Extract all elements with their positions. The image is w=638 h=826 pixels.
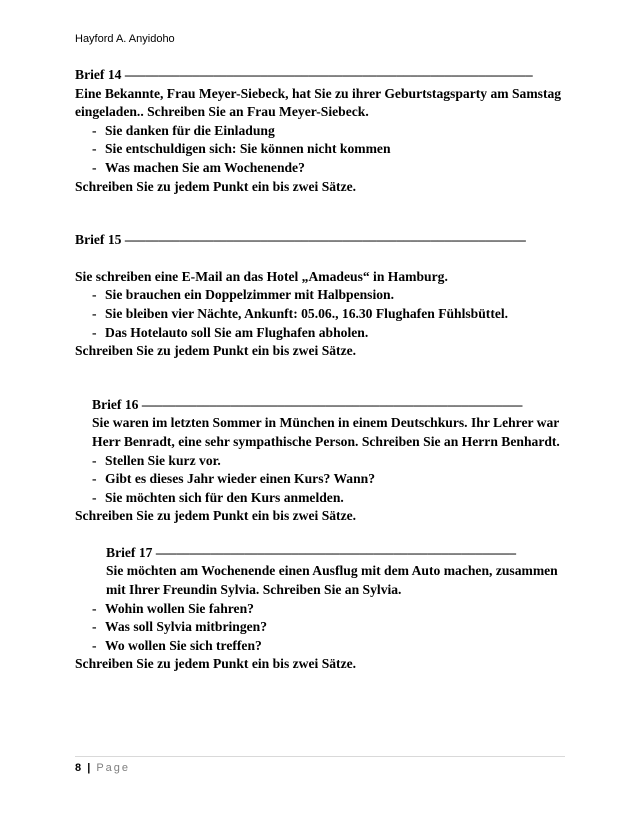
letter-closing: Schreiben Sie zu jedem Punkt ein bis zwei Sätze. [75, 656, 357, 672]
page-word: Page [96, 762, 131, 774]
footer-separator: | [87, 762, 91, 774]
list-item: - Was soll Sylvia mitbringen? [75, 618, 565, 637]
letter-17 [75, 544, 565, 674]
letter-intro: Sie waren im letzten Sommer in München in einem Deutschkurs. Ihr Lehrer war Herr Benradt, eine sehr sympathische Person. Schreiben Sie an Herrn Benhardt. [92, 415, 560, 449]
list-item: - Das Hotelauto soll Sie am Flughafen abholen. [75, 324, 565, 343]
letter-closing: Schreiben Sie zu jedem Punkt ein bis zwei Sätze. [75, 343, 357, 359]
document-body [75, 66, 565, 674]
letter-closing: Schreiben Sie zu jedem Punkt ein bis zwei Sätze. [75, 178, 357, 194]
page-number: 8 [75, 762, 82, 774]
list-item: - Was machen Sie am Wochenende? [75, 159, 565, 178]
letter-heading: Brief 15 ––––––––––––––––––––––––––––––––––––––––––––––––––––––––––– [75, 232, 526, 248]
letter-points [75, 452, 565, 508]
page-header-author: Hayford A. Anyidoho [75, 33, 175, 45]
list-item: - Sie brauchen ein Doppelzimmer mit Halbpension. [75, 286, 565, 305]
list-item: - Sie bleiben vier Nächte, Ankunft: 05.06., 16.30 Flughafen Fühlsbüttel. [75, 305, 565, 324]
letter-heading: Brief 14 –––––––––––––––––––––––––––––––––––––––––––––––––––––––––––– [75, 67, 533, 82]
list-item: - Wo wollen Sie sich treffen? [75, 637, 565, 656]
letter-points [75, 122, 565, 178]
letter-intro: Sie schreiben eine E-Mail an das Hotel „Amadeus“ in Hamburg. [75, 268, 448, 284]
letter-heading: Brief 17 ––––––––––––––––––––––––––––––––––––––––––––––––––––– [106, 544, 517, 560]
list-item: - Sie entschuldigen sich: Sie können nicht kommen [75, 140, 565, 159]
letter-14 [75, 66, 565, 196]
letter-15 [75, 231, 565, 361]
letter-closing: Schreiben Sie zu jedem Punkt ein bis zwei Sätze. [75, 508, 357, 524]
letter-points [75, 600, 565, 656]
letter-points [75, 286, 565, 342]
list-item: - Wohin wollen Sie fahren? [75, 600, 565, 619]
letter-16 [75, 396, 565, 526]
list-item: - Sie danken für die Einladung [75, 122, 565, 141]
page-footer [75, 756, 565, 774]
letter-heading: Brief 16 –––––––––––––––––––––––––––––––––––––––––––––––––––––––– [92, 396, 523, 412]
list-item: - Gibt es dieses Jahr wieder einen Kurs? Wann? [75, 470, 565, 489]
list-item: - Sie möchten sich für den Kurs anmelden. [75, 489, 565, 508]
letter-intro: Sie möchten am Wochenende einen Ausflug mit dem Auto machen, zusammen mit Ihrer Freundin Sylvia. Schreiben Sie an Sylvia. [106, 563, 558, 598]
list-item: - Stellen Sie kurz vor. [75, 452, 565, 471]
letter-intro: Eine Bekannte, Frau Meyer-Siebeck, hat Sie zu ihrer Geburtstagsparty am Samstag eingeladen.. Schreiben Sie an Frau Meyer-Siebeck. [75, 85, 562, 120]
